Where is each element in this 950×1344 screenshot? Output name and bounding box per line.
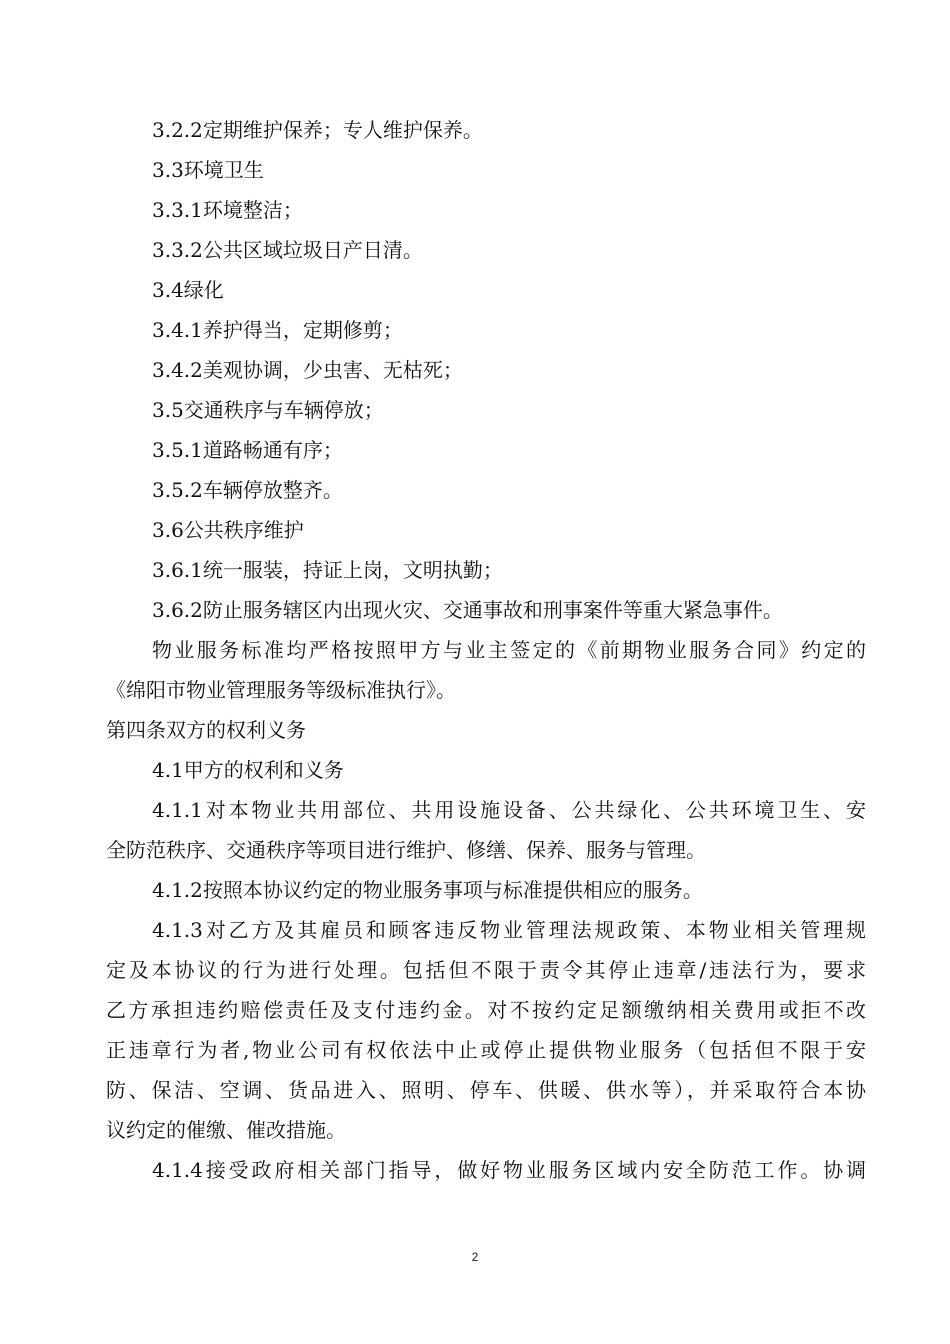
clause-3-3-1: 3.3.1环境整洁； [152, 198, 303, 222]
article-4-heading: 第四条双方的权利义务 [106, 718, 306, 742]
service-standard-paragraph-line-2: 《绵阳市物业管理服务等级标准执行》。 [106, 678, 456, 702]
clause-3-3-2: 3.3.2公共区域垃圾日产日清。 [152, 238, 423, 262]
clause-4-1-3-line-5: 防、保洁、空调、货品进入、照明、停车、供暖、供水等），并采取符合本协 [106, 1078, 866, 1102]
page-number: 2 [471, 1250, 479, 1264]
clause-3-6-1: 3.6.1统一服装，持证上岗，文明执勤； [152, 558, 503, 582]
clause-3-5-1: 3.5.1道路畅通有序； [152, 438, 343, 462]
clause-4-1-1-line-2: 全防范秩序、交通秩序等项目进行维护、修缮、保养、服务与管理。 [106, 838, 706, 862]
clause-3-4-1: 3.4.1养护得当，定期修剪； [152, 318, 403, 342]
clause-3-6-2: 3.6.2防止服务辖区内出现火灾、交通事故和刑事案件等重大紧急事件。 [152, 598, 783, 622]
clause-3-2-2: 3.2.2定期维护保养；专人维护保养。 [152, 118, 483, 142]
clause-4-1-3-line-6: 议约定的催缴、催改措施。 [106, 1118, 346, 1142]
clause-4-1-3-line-4: 正违章行为者,物业公司有权依法中止或停止提供物业服务（包括但不限于安 [106, 1038, 866, 1062]
clause-4-1-3-line-3: 乙方承担违约赔偿责任及支付违约金。对不按约定足额缴纳相关费用或拒不改 [106, 998, 866, 1022]
clause-4-1-4-line-1: 4.1.4接受政府相关部门指导，做好物业服务区域内安全防范工作。协调 [152, 1158, 866, 1182]
service-standard-paragraph-line-1: 物业服务标准均严格按照甲方与业主签定的《前期物业服务合同》约定的 [152, 638, 866, 662]
section-3-5-heading: 3.5交通秩序与车辆停放； [152, 398, 384, 422]
section-3-6-heading: 3.6公共秩序维护 [152, 518, 304, 542]
section-3-3-heading: 3.3环境卫生 [152, 158, 264, 182]
section-3-4-heading: 3.4绿化 [152, 278, 224, 302]
clause-3-5-2: 3.5.2车辆停放整齐。 [152, 478, 343, 502]
section-4-1-heading: 4.1甲方的权利和义务 [152, 758, 344, 782]
clause-4-1-2: 4.1.2按照本协议约定的物业服务事项与标准提供相应的服务。 [152, 878, 703, 902]
clause-4-1-3-line-1: 4.1.3对乙方及其雇员和顾客违反物业管理法规政策、本物业相关管理规 [152, 918, 866, 942]
clause-4-1-1-line-1: 4.1.1对本物业共用部位、共用设施设备、公共绿化、公共环境卫生、安 [152, 798, 866, 822]
clause-4-1-3-line-2: 定及本协议的行为进行处理。包括但不限于责令其停止违章/违法行为，要求 [106, 958, 866, 982]
clause-3-4-2: 3.4.2美观协调，少虫害、无枯死； [152, 358, 463, 382]
document-body [106, 110, 866, 1190]
